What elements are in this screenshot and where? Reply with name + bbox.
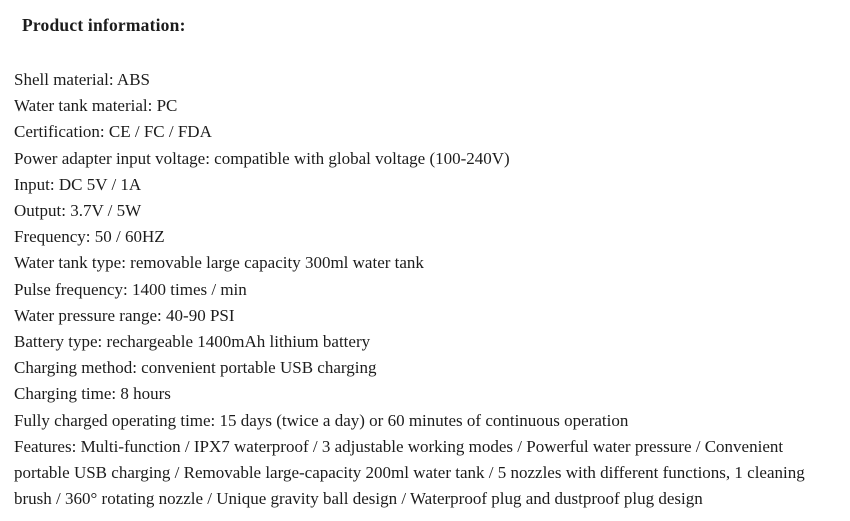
- spec-line-battery-type: Battery type: rechargeable 1400mAh lithium battery: [14, 332, 371, 352]
- spec-line-operating-time: Fully charged operating time: 15 days (twice a day) or 60 minutes of continuous operation: [14, 410, 629, 430]
- spec-line-water-pressure: Water pressure range: 40-90 PSI: [14, 305, 235, 325]
- spec-line-frequency: Frequency: 50 / 60HZ: [14, 227, 165, 247]
- spec-line-features: Features: Multi-function / IPX7 waterproof / 3 adjustable working modes / Powerful water pressure / Convenient portable USB charging / Removable large-capacity 200ml water tank / 5 nozzles with different functions, 1 cleaning brush / 360° rotating nozzle / Unique gravity ball design / Waterproof plug and dustproof plug design: [14, 436, 809, 509]
- spec-line-output: Output: 3.7V / 5W: [14, 201, 142, 221]
- spec-line-tank-material: Water tank material: PC: [14, 96, 178, 116]
- spec-line-charging-method: Charging method: convenient portable USB charging: [14, 358, 377, 378]
- spec-line-tank-type: Water tank type: removable large capacity 300ml water tank: [14, 253, 424, 273]
- page-title: Product information:: [22, 15, 186, 35]
- spec-line-adapter-voltage: Power adapter input voltage: compatible with global voltage (100-240V): [14, 148, 510, 168]
- spec-list: [14, 67, 834, 512]
- spec-line-pulse-frequency: Pulse frequency: 1400 times / min: [14, 279, 247, 299]
- spec-line-certification: Certification: CE / FC / FDA: [14, 122, 212, 142]
- spec-line-input: Input: DC 5V / 1A: [14, 174, 142, 194]
- spec-line-charging-time: Charging time: 8 hours: [14, 384, 171, 404]
- spec-line-shell-material: Shell material: ABS: [14, 70, 150, 89]
